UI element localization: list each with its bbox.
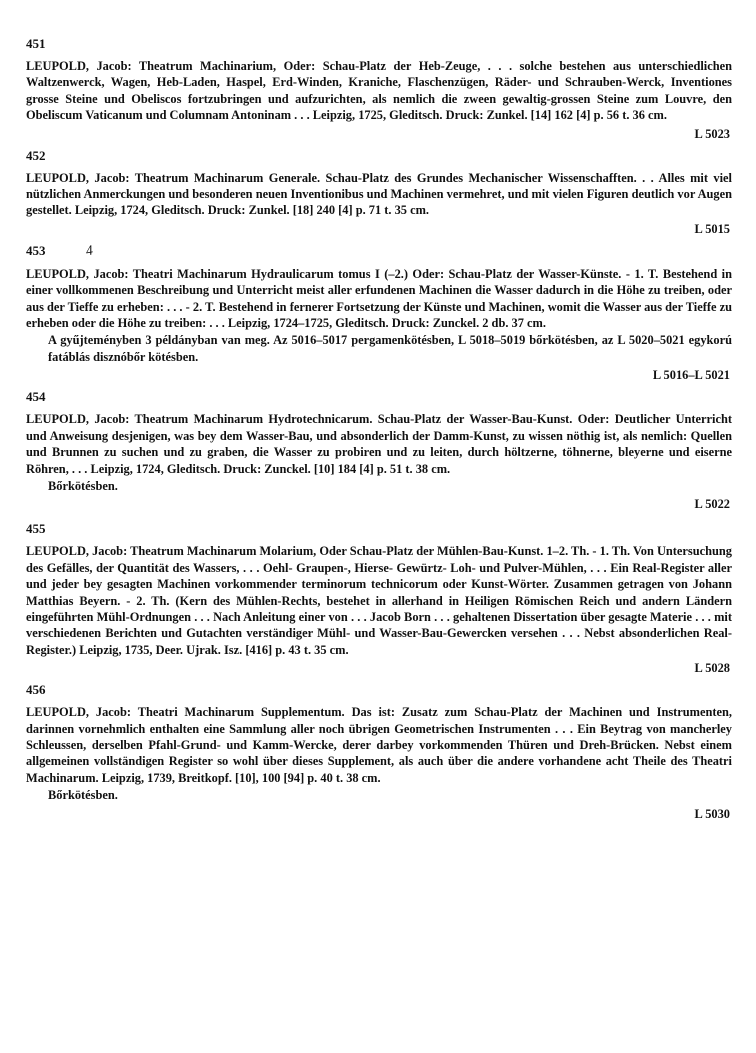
entry-description: LEUPOLD, Jacob: Theatri Machinarum Hydraulicarum tomus I (–2.) Oder: Schau-Platz der Wasser-Künste. - 1. T. Bestehend in einer vollkommenen Beschreibung und Unterricht meist aller erfundenen Machinen die Wasser dadurch in die Höhe zu treiben, oder aus der Tieffe zu erheben: . . . - 2. T. Bestehend in fernerer Fortsetzung der Künste und Machinen, womit die Wasser aus der Tieffe zu erheben oder die Höhe zu treiben: . . . Leipzig, 1724–1725, Gleditsch. Druck: Zunckel. 2 db. 37 cm. xyxy=(26,266,732,331)
entry-note: Bőrkötésben. xyxy=(48,478,118,493)
catalogue-entry-452 xyxy=(26,148,732,237)
entry-description: LEUPOLD, Jacob: Theatri Machinarum Supplementum. Das ist: Zusatz zum Schau-Platz der Machinen und Instrumenten, darinnen vornehmlich enthalten eine Sammlung aller noch übrigen Geometrischen Instrumenten . . . Ein Beytrag von mancherley Schleussen, derselben Pfahl-Grund- und Kamm-Wercke, derer darbey vorkommenden Thüren und Dreh-Brücken. Nebst einem allgemeinen vollständigen Register so wohl über dieses Supplement, als auch über die andere vorhandene acht Theile des Theatri Machinarum. Leipzig, 1739, Breitkopf. [10], 100 [94] p. 40 t. 38 cm. xyxy=(26,705,732,785)
entry-number: 452 xyxy=(26,147,46,163)
entry-number: 454 xyxy=(26,389,46,405)
catalogue-entry-454 xyxy=(26,389,732,512)
catalogue-entry-455 xyxy=(26,521,732,676)
entry-shelfmark: L 5022 xyxy=(694,497,730,512)
entry-note: Bőrkötésben. xyxy=(48,788,118,803)
entry-shelfmark: L 5028 xyxy=(694,661,730,676)
entry-note: A gyűjteményben 3 példányban van meg. Az 5016–5017 pergamenkötésben, L 5018–5019 bőrkötésben, az L 5020–5021 egykorú fatáblás disznóbőr kötésben. xyxy=(48,333,732,364)
entry-shelfmark: L 5030 xyxy=(694,806,730,821)
entry-shelfmark: L 5016–L 5021 xyxy=(652,368,730,383)
entry-number: 453 4 xyxy=(26,242,94,260)
entry-number: 451 xyxy=(26,36,46,51)
entry-shelfmark: L 5023 xyxy=(694,126,730,141)
entry-description: LEUPOLD, Jacob: Theatrum Machinarum Hydrotechnicarum. Schau-Platz der Wasser-Bau-Kunst. Oder: Deutlicher Unterricht und Anweisung desjenigen, was bey dem Wasser-Bau, und absonderlich der Damm-Kunst, zu wissen nöthig ist, als nemlich: Quellen und Brunnen zu suchen und zu graben, die Wasser zu probiren und zu leiten, durch höltzerne, töhnerne, bleyerne und eiserne Röhren, . . . Leipzig, 1724, Gleditsch. Druck: Zunckel. [10] 184 [4] p. 51 t. 38 cm. xyxy=(26,412,732,476)
entry-number: 455 xyxy=(26,521,46,537)
entry-description: LEUPOLD, Jacob: Theatrum Machinarum Molarium, Oder Schau-Platz der Mühlen-Bau-Kunst. 1–2. Th. - 1. Th. Von Untersuchung des Gefälles, der Quantität des Wassers, . . . Oehl- Graupen-, Hierse- Gewürtz- Loh- und Pulver-Mühlen, . . . Ein Real-Register aller und jeder bey gesagten Machinen vorkommender terminorum technicorum oder Kunst-Wörter. Zusammen getragen von Johann Matthias Beyern. - 2. Th. (Kern des Mühlen-Rechts, bestehet in allerhand in Heiligen Römischen Reich und andern Ländern eingeführten Mühl-Ordnungen . . . Nach Anleitung einer von . . . Jacob Born . . . gehaltenen Dissertation über gesagte Materie . . . mit verschiedenen Berichten und Gutachten verständiger Mühl- und Wasser-Bau-Gewercken versehen . . . Nebst absonderlichen Real-Register.) Leipzig, 1735, Deer. Ujrak. Isz. [416] p. 43 t. 35 cm. xyxy=(26,544,732,657)
entry-description: LEUPOLD, Jacob: Theatrum Machinarium, Oder: Schau-Platz der Heb-Zeuge, . . . solche bestehen aus unterschiedlichen Waltzenwerck, Wagen, Heb-Laden, Haspel, Erd-Winden, Kraniche, Flaschenzügen, Räder- und Schrauben-Werck, Inventiones grosse Steine und Obeliscos fortzubringen und aufzurichten, als nemlich die zween gewaltig-grossen Steine zum Louvre, den Obeliscum Vaticanum und Columnam Antoninam . . . Leipzig, 1725, Gleditsch. Druck: Zunkel. [14] 162 [4] p. 56 t. 36 cm. xyxy=(26,59,732,123)
entry-description: LEUPOLD, Jacob: Theatrum Machinarum Generale. Schau-Platz des Grundes Mechanischer Wissenschafften. . . Alles mit viel nützlichen Anmerckungen und besonderen neuen Inventionibus und Machinen vermehret, und mit vielen Figuren deutlich vor Augen gestellet. Leipzig, 1724, Gleditsch. Druck: Zunkel. [18] 240 [4] p. 71 t. 35 cm. xyxy=(26,170,732,218)
catalogue-entry-451 xyxy=(26,36,732,142)
catalogue-entry-456 xyxy=(26,682,732,821)
handwritten-mark: 4 xyxy=(84,243,94,260)
catalogue-entry-453 xyxy=(26,243,732,383)
entry-number: 456 xyxy=(26,682,46,698)
entry-shelfmark: L 5015 xyxy=(694,221,730,236)
